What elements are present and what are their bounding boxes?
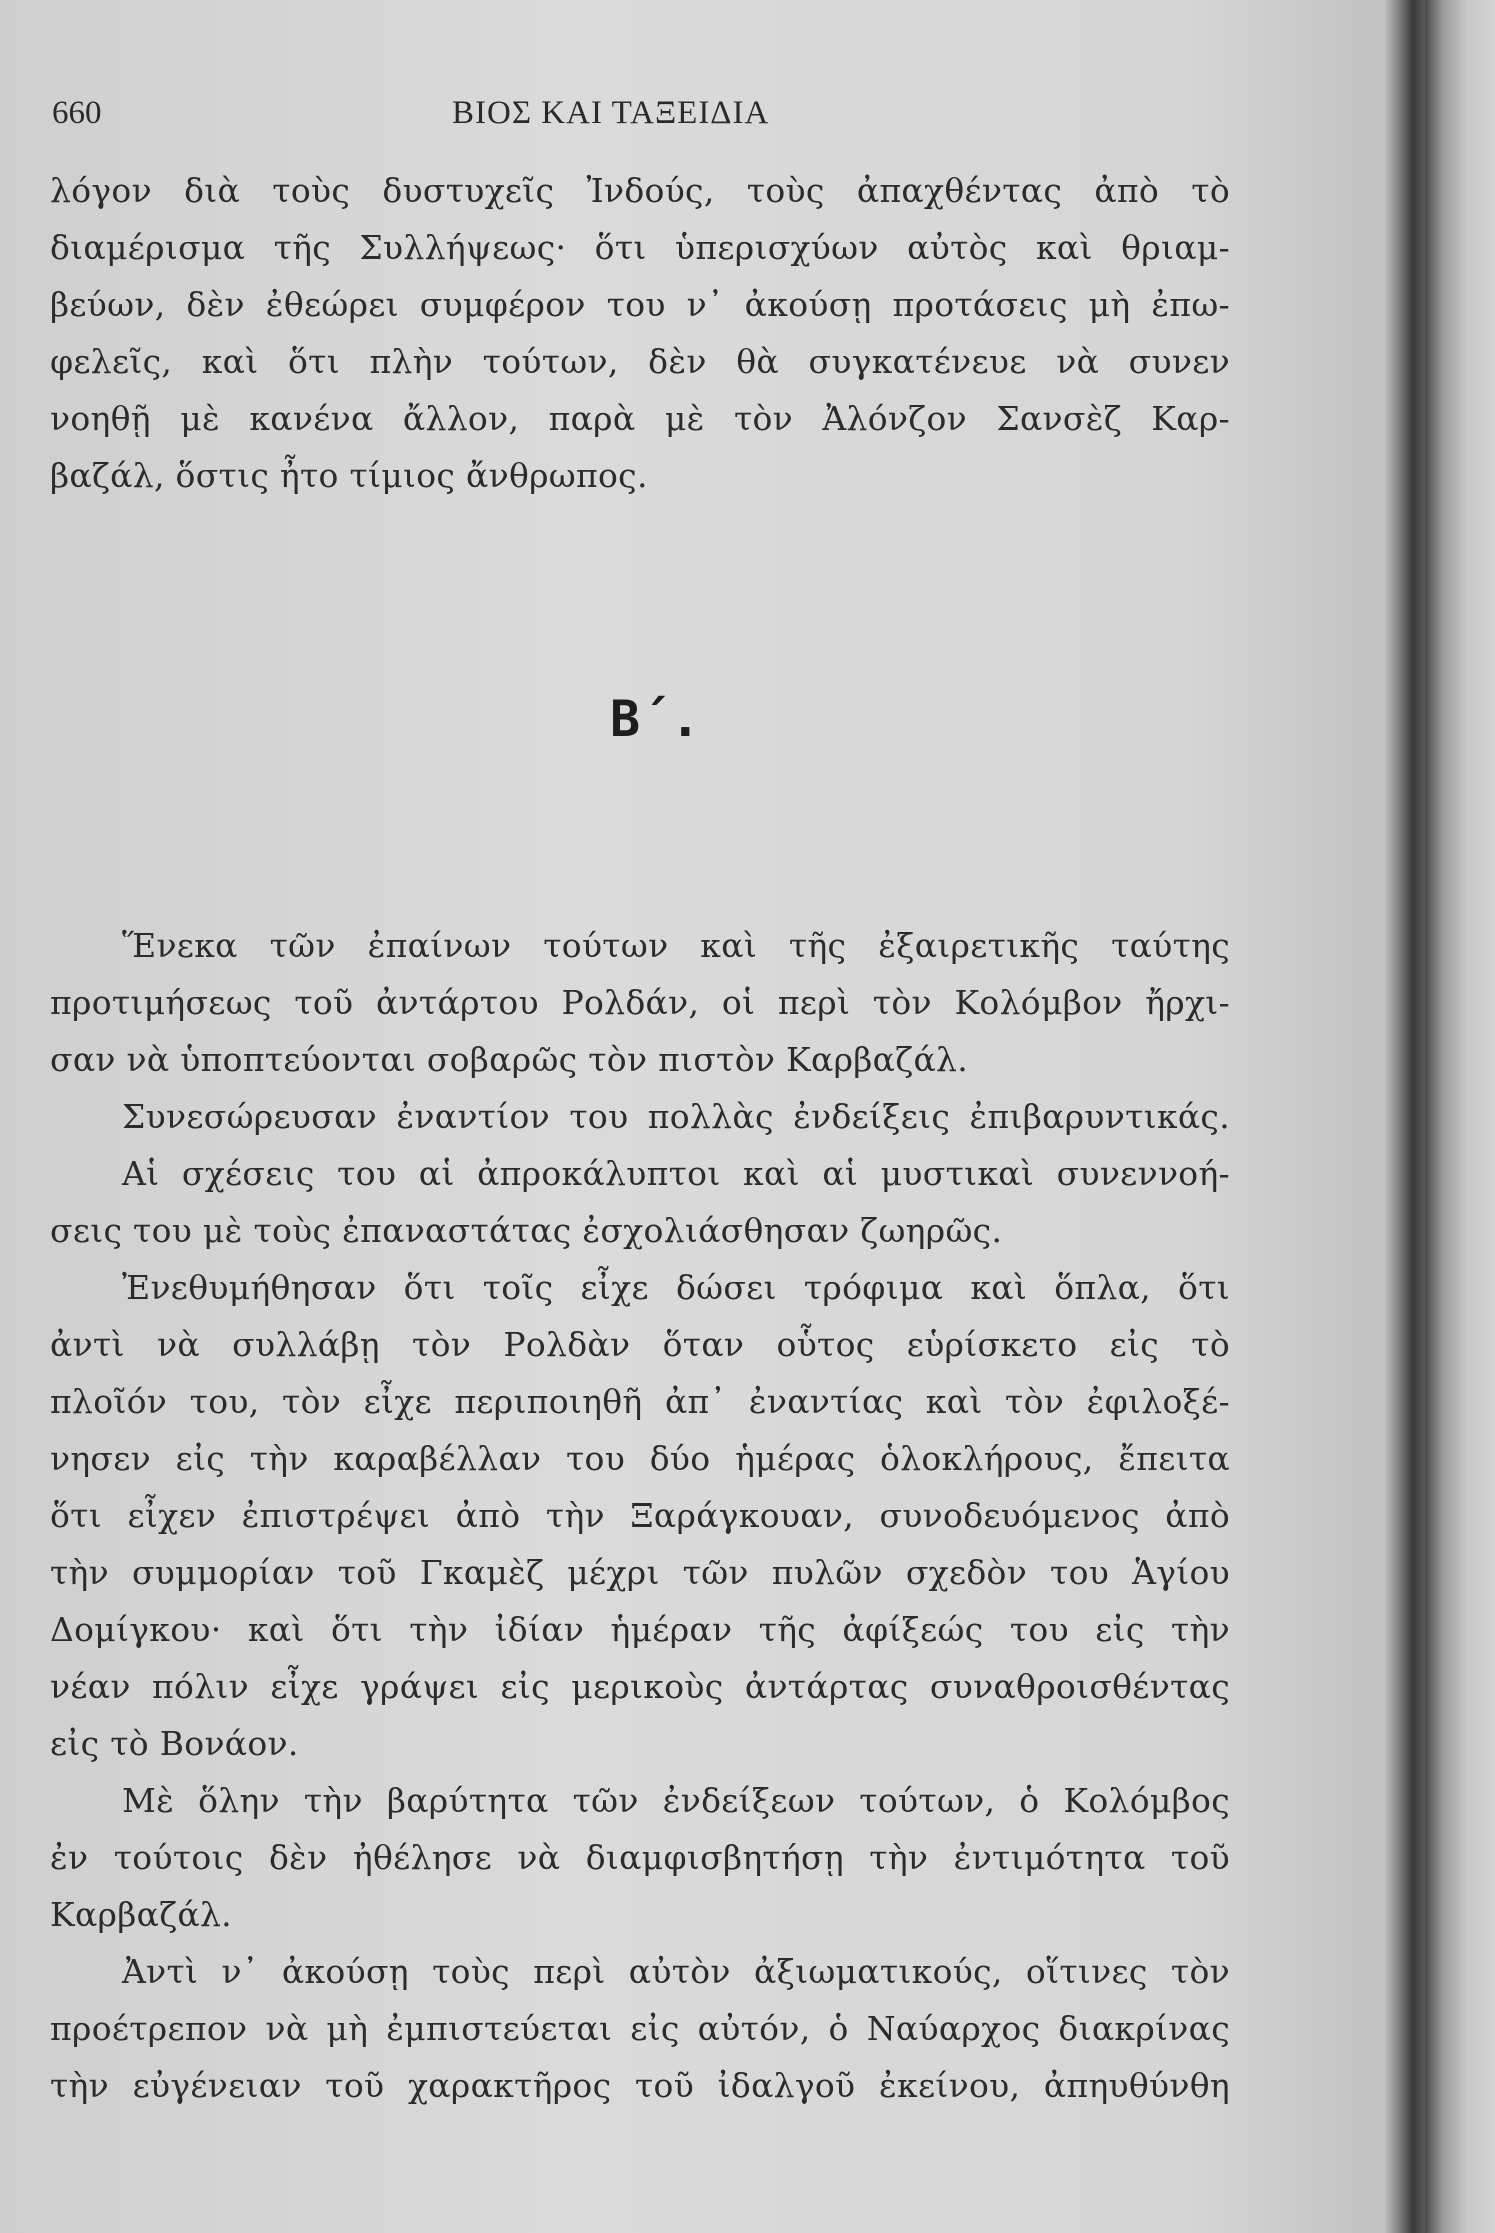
text-line: ἀντὶ νὰ συλλάβῃ τὸν Ρολδὰν ὅταν οὗτος εὑρίσκετο εἰς τὸ bbox=[50, 1325, 1230, 1364]
text-line: Συνεσώρευσαν ἐναντίον του πολλὰς ἐνδείξεις ἐπιβαρυντικάς. bbox=[122, 1097, 1230, 1136]
text-line: Ἐνεθυμήθησαν ὅτι τοῖς εἶχε δώσει τρόφιμα καὶ ὅπλα, ὅτι bbox=[122, 1268, 1230, 1307]
text-line: νέαν πόλιν εἶχε γράψει εἰς μερικοὺς ἀντάρτας συναθροισθέντας bbox=[50, 1667, 1230, 1706]
page-number: 660 bbox=[52, 95, 102, 131]
section-marker: Β΄. bbox=[610, 690, 701, 748]
text-line: Ἕνεκα τῶν ἐπαίνων τούτων καὶ τῆς ἐξαιρετικῆς ταύτης bbox=[122, 926, 1230, 965]
text-line: λόγον διὰ τοὺς δυστυχεῖς Ἰνδούς, τοὺς ἀπαχθέντας ἀπὸ τὸ bbox=[50, 171, 1230, 210]
text-line: εἰς τὸ Βονάον. bbox=[50, 1724, 299, 1763]
text-line: Δομίγκου· καὶ ὅτι τὴν ἰδίαν ἡμέραν τῆς ἀφίξεώς του εἰς τὴν bbox=[50, 1610, 1230, 1649]
text-line: σεις του μὲ τοὺς ἐπαναστάτας ἐσχολιάσθησαν ζωηρῶς. bbox=[50, 1211, 1003, 1250]
text-line: νησεν εἰς τὴν καραβέλλαν του δύο ἡμέρας ὁλοκλήρους, ἔπειτα bbox=[50, 1439, 1230, 1478]
text-line: Καρβαζάλ. bbox=[50, 1895, 232, 1934]
text-line: Αἱ σχέσεις του αἱ ἀπροκάλυπτοι καὶ αἱ μυστικαὶ συνεννοή- bbox=[122, 1154, 1230, 1193]
text-line: τὴν εὐγένειαν τοῦ χαρακτῆρος τοῦ ἰδαλγοῦ ἐκείνου, ἀπηυθύνθη bbox=[50, 2066, 1230, 2105]
text-line: πλοῖόν του, τὸν εἶχε περιποιηθῆ ἀπ᾽ ἐναντίας καὶ τὸν ἐφιλοξέ- bbox=[50, 1382, 1230, 1421]
text-line: βεύων, δὲν ἐθεώρει συμφέρον του ν᾽ ἀκούσῃ προτάσεις μὴ ἐπω- bbox=[50, 285, 1230, 324]
text-line: Ἀντὶ ν᾽ ἀκούσῃ τοὺς περὶ αὐτὸν ἀξιωματικούς, οἵτινες τὸν bbox=[122, 1952, 1230, 1991]
text-line: νοηθῇ μὲ κανένα ἄλλον, παρὰ μὲ τὸν Ἀλόνζον Σανσὲζ Καρ- bbox=[50, 399, 1230, 438]
text-line: βαζάλ, ὅστις ἦτο τίμιος ἄνθρωπος. bbox=[50, 456, 648, 495]
text-line: προέτρεπον νὰ μὴ ἐμπιστεύεται εἰς αὐτόν, ὁ Ναύαρχος διακρίνας bbox=[50, 2009, 1230, 2048]
running-title: ΒΙΟΣ ΚΑΙ ΤΑΞΕΙΔΙΑ bbox=[452, 95, 770, 131]
text-line: σαν νὰ ὑποπτεύονται σοβαρῶς τὸν πιστὸν Καρβαζάλ. bbox=[50, 1040, 969, 1079]
text-line: ὅτι εἶχεν ἐπιστρέψει ἀπὸ τὴν Ξαράγκουαν, συνοδευόμενος ἀπὸ bbox=[50, 1496, 1230, 1535]
facing-page-edge bbox=[1425, 0, 1495, 2233]
text-line: Μὲ ὅλην τὴν βαρύτητα τῶν ἐνδείξεων τούτων, ὁ Κολόμβος bbox=[122, 1781, 1230, 1820]
text-line: διαμέρισμα τῆς Συλλήψεως· ὅτι ὑπερισχύων αὐτὸς καὶ θριαμ- bbox=[50, 228, 1230, 267]
paragraph-continuation bbox=[50, 162, 1230, 504]
book-gutter bbox=[1385, 0, 1425, 2233]
text-line: ἐν τούτοις δὲν ἠθέλησε νὰ διαμφισβητήσῃ τὴν ἐντιμότητα τοῦ bbox=[50, 1838, 1230, 1877]
running-head bbox=[52, 95, 1232, 145]
text-line: φελεῖς, καὶ ὅτι πλὴν τούτων, δὲν θὰ συγκατένευε νὰ συνεν bbox=[50, 342, 1230, 381]
text-line: προτιμήσεως τοῦ ἀντάρτου Ρολδάν, οἱ περὶ τὸν Κολόμβον ἤρχι- bbox=[50, 983, 1230, 1022]
section-body bbox=[50, 917, 1230, 2114]
text-line: τὴν συμμορίαν τοῦ Γκαμὲζ μέχρι τῶν πυλῶν σχεδὸν του Ἁγίου bbox=[50, 1553, 1230, 1592]
